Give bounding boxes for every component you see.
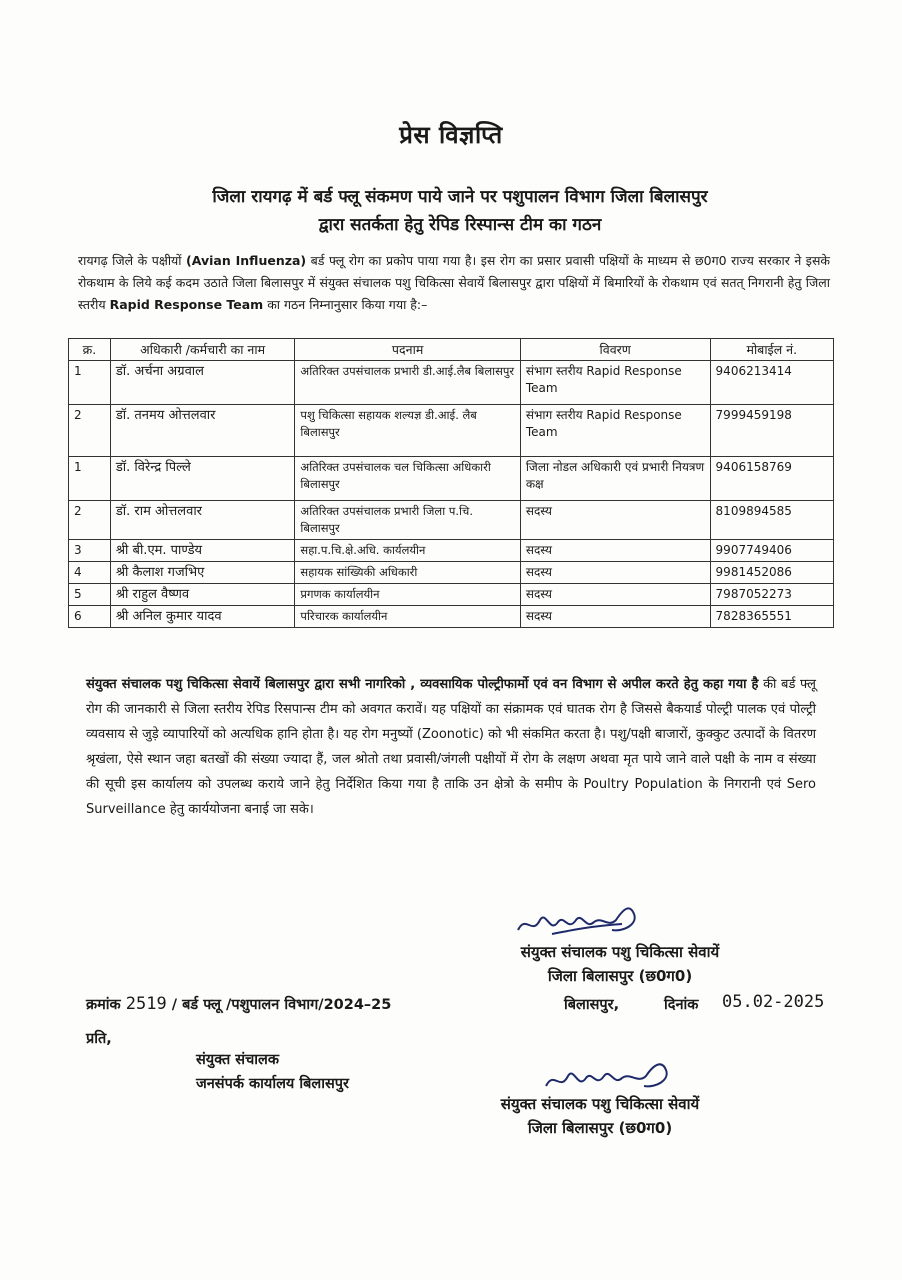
- cell-name: श्री राहुल वैष्णव: [110, 584, 295, 606]
- cell-detail: सदस्य: [520, 606, 710, 628]
- cell-idx: 3: [69, 540, 111, 562]
- prati-label: प्रति,: [86, 1031, 112, 1047]
- reference-date-label: दिनांक: [664, 997, 699, 1013]
- intro-bold-1: (Avian Influenza): [186, 253, 307, 268]
- reference-middle: / बर्ड फ्लू /पशुपालन विभाग/2024–25: [171, 997, 392, 1013]
- subtitle: [80, 183, 840, 239]
- cell-detail: सदस्य: [520, 562, 710, 584]
- table-row: [69, 562, 834, 584]
- table-row: [69, 501, 834, 540]
- subtitle-line-2: द्वारा सतर्कता हेतु रेपिड रिस्पान्स टीम का गठन: [318, 215, 602, 235]
- cell-detail: सदस्य: [520, 501, 710, 540]
- recipient-block: [196, 1048, 349, 1096]
- cell-name: डॉ. अर्चना अग्रवाल: [110, 361, 295, 405]
- signature-block-1: [440, 940, 800, 988]
- cell-detail: जिला नोडल अधिकारी एवं प्रभारी नियत्रण कक्ष: [520, 457, 710, 501]
- cell-designation: अतिरिक्त उपसंचालक प्रभारी जिला प.चि. बिलासपुर: [295, 501, 520, 540]
- page-title: प्रेस विज्ञप्ति: [399, 121, 503, 149]
- cell-idx: 1: [69, 457, 111, 501]
- cell-mobile: 9406158769: [710, 457, 833, 501]
- signature-scribble-1: [512, 900, 652, 945]
- header-name: अधिकारी /कर्मचारी का नाम: [110, 339, 295, 361]
- cell-mobile: 8109894585: [710, 501, 833, 540]
- cell-mobile: 9406213414: [710, 361, 833, 405]
- header-mobile: मोबाईल नं.: [710, 339, 833, 361]
- cell-idx: 6: [69, 606, 111, 628]
- cell-designation: पशु चिकित्सा सहायक शल्यज्ञ डी.आई. लैब बिलासपुर: [295, 405, 520, 457]
- appeal-bold: संयुक्त संचालक पशु चिकित्सा सेवायें बिलासपुर द्वारा सभी नागरिको , व्यवसायिक पोल्ट्रीफार्मो एवं वन विभाग से अपील करते हेतु कहा गया है: [86, 677, 759, 692]
- cell-mobile: 7987052273: [710, 584, 833, 606]
- cell-designation: प्रगणक कार्यालयीन: [295, 584, 520, 606]
- cell-name: डॉ. राम ओत्तलवार: [110, 501, 295, 540]
- reference-line: [86, 994, 886, 1014]
- recipient-line-2: जनसंपर्क कार्यालय बिलासपुर: [196, 1076, 349, 1092]
- cell-name: श्री कैलाश गजभिए: [110, 562, 295, 584]
- cell-designation: अतिरिक्त उपसंचालक चल चिकित्सा अधिकारी बिलासपुर: [295, 457, 520, 501]
- cell-mobile: 7828365551: [710, 606, 833, 628]
- table-row: [69, 606, 834, 628]
- table-row: [69, 405, 834, 457]
- appeal-paragraph: [86, 672, 816, 822]
- table-row: [69, 457, 834, 501]
- cell-detail: संभाग स्तरीय Rapid Response Team: [520, 361, 710, 405]
- reference-date: 05.02-2025: [722, 992, 825, 1012]
- cell-name: श्री अनिल कुमार यादव: [110, 606, 295, 628]
- cell-name: डॉ. तनमय ओत्तलवार: [110, 405, 295, 457]
- reference-prefix: क्रमांक: [86, 997, 121, 1013]
- intro-part-3: का गठन निम्नानुसार किया गया है:–: [263, 297, 428, 312]
- table-body: [69, 361, 834, 628]
- reference-number: 2519: [125, 994, 167, 1014]
- recipient-line-1: संयुक्त संचालक: [196, 1052, 280, 1068]
- signature-2-line-2: जिला बिलासपुर (छ0ग0): [527, 1119, 673, 1137]
- signature-1-line-2: जिला बिलासपुर (छ0ग0): [547, 967, 693, 985]
- cell-mobile: 7999459198: [710, 405, 833, 457]
- table-row: [69, 584, 834, 606]
- subtitle-line-1: जिला रायगढ़ में बर्ड फ्लू संकमण पाये जाने पर पशुपालन विभाग जिला बिलासपुर: [212, 187, 708, 207]
- intro-part-1: रायगढ़ जिले के पक्षीयों: [78, 253, 187, 268]
- header-detail: विवरण: [520, 339, 710, 361]
- cell-idx: 1: [69, 361, 111, 405]
- signature-2-line-1: संयुक्त संचालक पशु चिकित्सा सेवायें: [500, 1095, 700, 1113]
- cell-detail: सदस्य: [520, 540, 710, 562]
- table-row: [69, 540, 834, 562]
- cell-detail: सदस्य: [520, 584, 710, 606]
- cell-name: श्री बी.एम. पाण्डेय: [110, 540, 295, 562]
- rapid-response-team-table: [68, 338, 834, 628]
- table-header-row: [69, 339, 834, 361]
- reference-place: बिलासपुर,: [564, 997, 620, 1013]
- intro-bold-2: Rapid Response Team: [109, 297, 264, 312]
- signature-1-line-1: संयुक्त संचालक पशु चिकित्सा सेवायें: [520, 943, 720, 961]
- table-row: [69, 361, 834, 405]
- cell-detail: संभाग स्तरीय Rapid Response Team: [520, 405, 710, 457]
- cell-mobile: 9981452086: [710, 562, 833, 584]
- cell-idx: 2: [69, 405, 111, 457]
- cell-designation: परिचारक कार्यालयीन: [295, 606, 520, 628]
- cell-idx: 2: [69, 501, 111, 540]
- intro-part-2: बर्ड फ्लू रोग का प्रकोप पाया गया है। इस रोग का प्रसार प्रवासी पक्षियों के माध्यम से छ0ग0 राज्य सरकार ने इसके रोकथाम के लिये कई कदम उठाते जिला बिलासपुर में संयुक्त संचालक पशु चिकित्सा सेवायें बिलासपुर द्वारा पक्षियों में बिमारियों के रोकथाम एवं सतत् निगरानी हेतु जिला स्तरीय: [78, 253, 830, 312]
- signature-block-2: [420, 1092, 780, 1140]
- cell-designation: सहायक सांख्यिकी अधिकारी: [295, 562, 520, 584]
- cell-idx: 5: [69, 584, 111, 606]
- appeal-text: की बर्ड फ्लू रोग की जानकारी से जिला स्तरीय रेपिड रिसपान्स टीम को अवगत करावें। यह पक्षियों का संक्रामक एवं घातक रोग है जिससे बैकयार्ड पोल्ट्री पालक एवं पोल्ट्री व्यवसाय से जुड़े व्यापारियों को अत्यधिक हानि होता है। यह रोग मनुष्यों (Zoonotic) को भी संकमित करता है। पशु/पक्षी बाजारों, कुक्कुट उत्पादों के वितरण श्रृखंला, ऐसे स्थान जहा बतखों की संख्या ज्यादा हैं, जल श्रोतो तथा प्रवासी/जंगली पक्षीयों में रोग के लक्षण अथवा मृत पाये जाने वाले पक्षी के नाम व संख्या की सूची इस कार्यालय को उपलब्ध कराये जाने हेतु निर्देशित किया गया है ताकि उन क्षेत्रो के समीप के Poultry Population के निगरानी एवं Sero Surveillance हेतु कार्ययोजना बनाई जा सके।: [86, 677, 816, 817]
- cell-designation: सहा.प.चि.क्षे.अधि. कार्यलयीन: [295, 540, 520, 562]
- cell-designation: अतिरिक्त उपसंचालक प्रभारी डी.आई.लैब बिलासपुर: [295, 361, 520, 405]
- cell-idx: 4: [69, 562, 111, 584]
- header-designation: पदनाम: [295, 339, 520, 361]
- cell-name: डॉ. विरेन्द्र पिल्ले: [110, 457, 295, 501]
- header-idx: क्र.: [69, 339, 111, 361]
- intro-paragraph: [78, 250, 830, 316]
- cell-mobile: 9907749406: [710, 540, 833, 562]
